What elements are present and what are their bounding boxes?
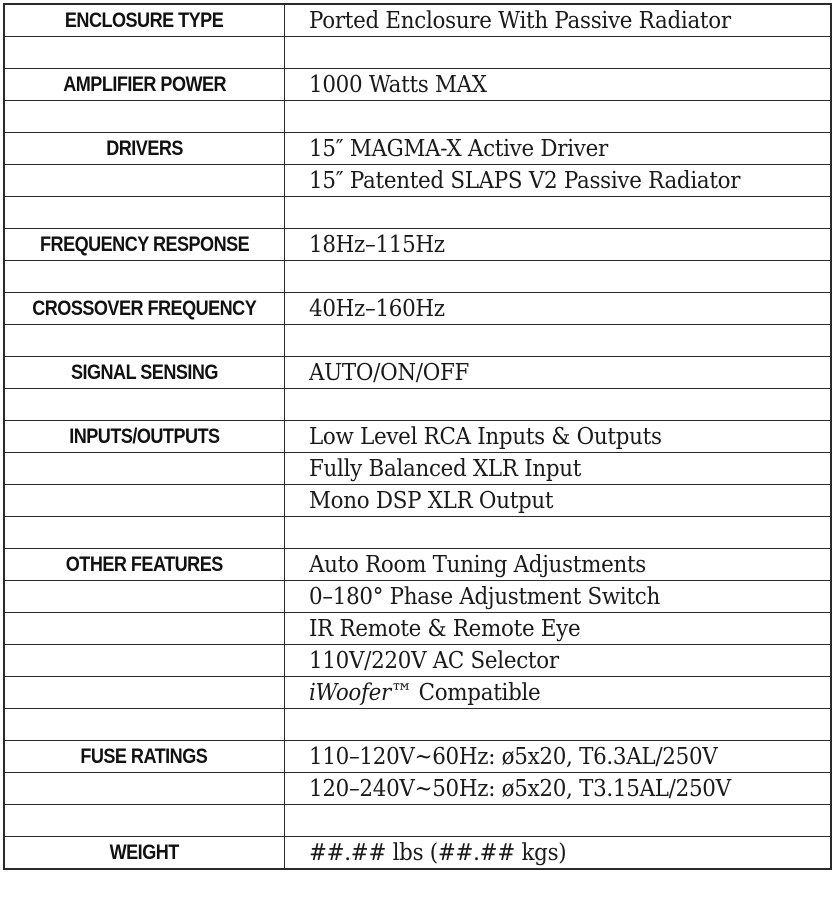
spec-label-cell: [4, 389, 284, 421]
spec-label-cell: [4, 293, 284, 325]
spec-value: 0–180° Phase Adjustment Switch: [308, 583, 660, 610]
spec-value: iWoofer™ Compatible: [308, 679, 540, 706]
spec-value-cell: [284, 773, 831, 805]
spec-label: INPUTS/OUTPUTS: [69, 424, 220, 448]
spec-label-cell: [4, 773, 284, 805]
spec-value-cell: [284, 837, 831, 870]
spec-value: IR Remote & Remote Eye: [308, 615, 580, 642]
spec-row: [4, 485, 831, 517]
spec-value-cell: [284, 741, 831, 773]
spec-label: CROSSOVER FREQUENCY: [32, 296, 257, 320]
spec-row: [4, 229, 831, 261]
spec-label-cell: [4, 581, 284, 613]
spec-value: Mono DSP XLR Output: [308, 487, 553, 514]
spec-label-cell: [4, 325, 284, 357]
spec-value-cell: [284, 229, 831, 261]
spec-label-cell: [4, 837, 284, 870]
spec-label-cell: [4, 549, 284, 581]
spec-row: [4, 613, 831, 645]
spec-row: [4, 453, 831, 485]
spec-row: [4, 293, 831, 325]
spec-value: 110V/220V AC Selector: [308, 647, 559, 674]
spec-label-cell: [4, 421, 284, 453]
spec-value: 40Hz–160Hz: [308, 295, 445, 322]
spec-label-cell: [4, 357, 284, 389]
spec-value-cell: [284, 709, 831, 741]
spec-label-cell: [4, 709, 284, 741]
spec-label-cell: [4, 69, 284, 101]
spec-row: [4, 805, 831, 837]
spec-value-cell: [284, 37, 831, 69]
spec-value-cell: [284, 549, 831, 581]
spec-row: [4, 165, 831, 197]
spec-value-cell: [284, 677, 831, 709]
spec-value: AUTO/ON/OFF: [308, 359, 469, 386]
spec-value-cell: [284, 453, 831, 485]
spec-value-cell: [284, 197, 831, 229]
spec-value-cell: [284, 293, 831, 325]
spec-label-cell: [4, 101, 284, 133]
spec-row: [4, 517, 831, 549]
spec-value: Fully Balanced XLR Input: [308, 455, 581, 482]
spec-value-cell: [284, 69, 831, 101]
spec-label: ENCLOSURE TYPE: [65, 8, 224, 32]
spec-row: [4, 261, 831, 293]
spec-value: Auto Room Tuning Adjustments: [308, 551, 646, 578]
spec-label: FUSE RATINGS: [80, 744, 208, 768]
spec-row: [4, 133, 831, 165]
spec-value-cell: [284, 613, 831, 645]
spec-value-cell: [284, 165, 831, 197]
spec-value-cell: [284, 517, 831, 549]
spec-label: SIGNAL SENSING: [70, 360, 218, 384]
spec-label: WEIGHT: [109, 840, 179, 864]
spec-row: [4, 325, 831, 357]
spec-value-cell: [284, 4, 831, 37]
spec-row: [4, 197, 831, 229]
spec-label-cell: [4, 517, 284, 549]
spec-value: 110–120V~60Hz: ø5x20, T6.3AL/250V: [308, 743, 717, 770]
spec-label-cell: [4, 37, 284, 69]
spec-label-cell: [4, 197, 284, 229]
spec-row: [4, 741, 831, 773]
spec-row: [4, 69, 831, 101]
spec-value: Low Level RCA Inputs & Outputs: [308, 423, 662, 450]
spec-value-cell: [284, 581, 831, 613]
spec-label-cell: [4, 453, 284, 485]
spec-value: 18Hz–115Hz: [308, 231, 445, 258]
spec-row: [4, 421, 831, 453]
spec-table-body: [4, 4, 831, 869]
spec-row: [4, 4, 831, 37]
spec-value-cell: [284, 261, 831, 293]
spec-value-cell: [284, 133, 831, 165]
spec-label-cell: [4, 229, 284, 261]
spec-value-cell: [284, 101, 831, 133]
spec-label-cell: [4, 645, 284, 677]
spec-row: [4, 837, 831, 870]
spec-label-cell: [4, 677, 284, 709]
spec-row: [4, 709, 831, 741]
spec-row: [4, 549, 831, 581]
spec-label-cell: [4, 741, 284, 773]
spec-label-cell: [4, 485, 284, 517]
spec-row: [4, 645, 831, 677]
spec-row: [4, 37, 831, 69]
spec-label-cell: [4, 613, 284, 645]
spec-value: ##.## lbs (##.## kgs): [308, 839, 566, 866]
spec-value: 15″ MAGMA-X Active Driver: [308, 135, 608, 162]
spec-value: Ported Enclosure With Passive Radiator: [308, 7, 731, 34]
spec-label: DRIVERS: [105, 136, 183, 160]
spec-value-cell: [284, 357, 831, 389]
spec-value-cell: [284, 325, 831, 357]
spec-value: 120–240V~50Hz: ø5x20, T3.15AL/250V: [308, 775, 731, 802]
spec-label-cell: [4, 805, 284, 837]
spec-value-cell: [284, 485, 831, 517]
spec-label-cell: [4, 133, 284, 165]
spec-row: [4, 357, 831, 389]
spec-value-cell: [284, 421, 831, 453]
spec-value-cell: [284, 389, 831, 421]
spec-row: [4, 389, 831, 421]
spec-table: [3, 3, 832, 870]
spec-row: [4, 773, 831, 805]
spec-row: [4, 677, 831, 709]
spec-value-cell: [284, 645, 831, 677]
spec-row: [4, 581, 831, 613]
spec-label: FREQUENCY RESPONSE: [39, 232, 249, 256]
spec-value: 15″ Patented SLAPS V2 Passive Radiator: [308, 167, 740, 194]
spec-value-cell: [284, 805, 831, 837]
spec-label-cell: [4, 261, 284, 293]
spec-row: [4, 101, 831, 133]
spec-label-cell: [4, 165, 284, 197]
spec-label: AMPLIFIER POWER: [62, 72, 226, 96]
spec-label: OTHER FEATURES: [65, 552, 223, 576]
spec-value: 1000 Watts MAX: [308, 71, 487, 98]
spec-label-cell: [4, 4, 284, 37]
